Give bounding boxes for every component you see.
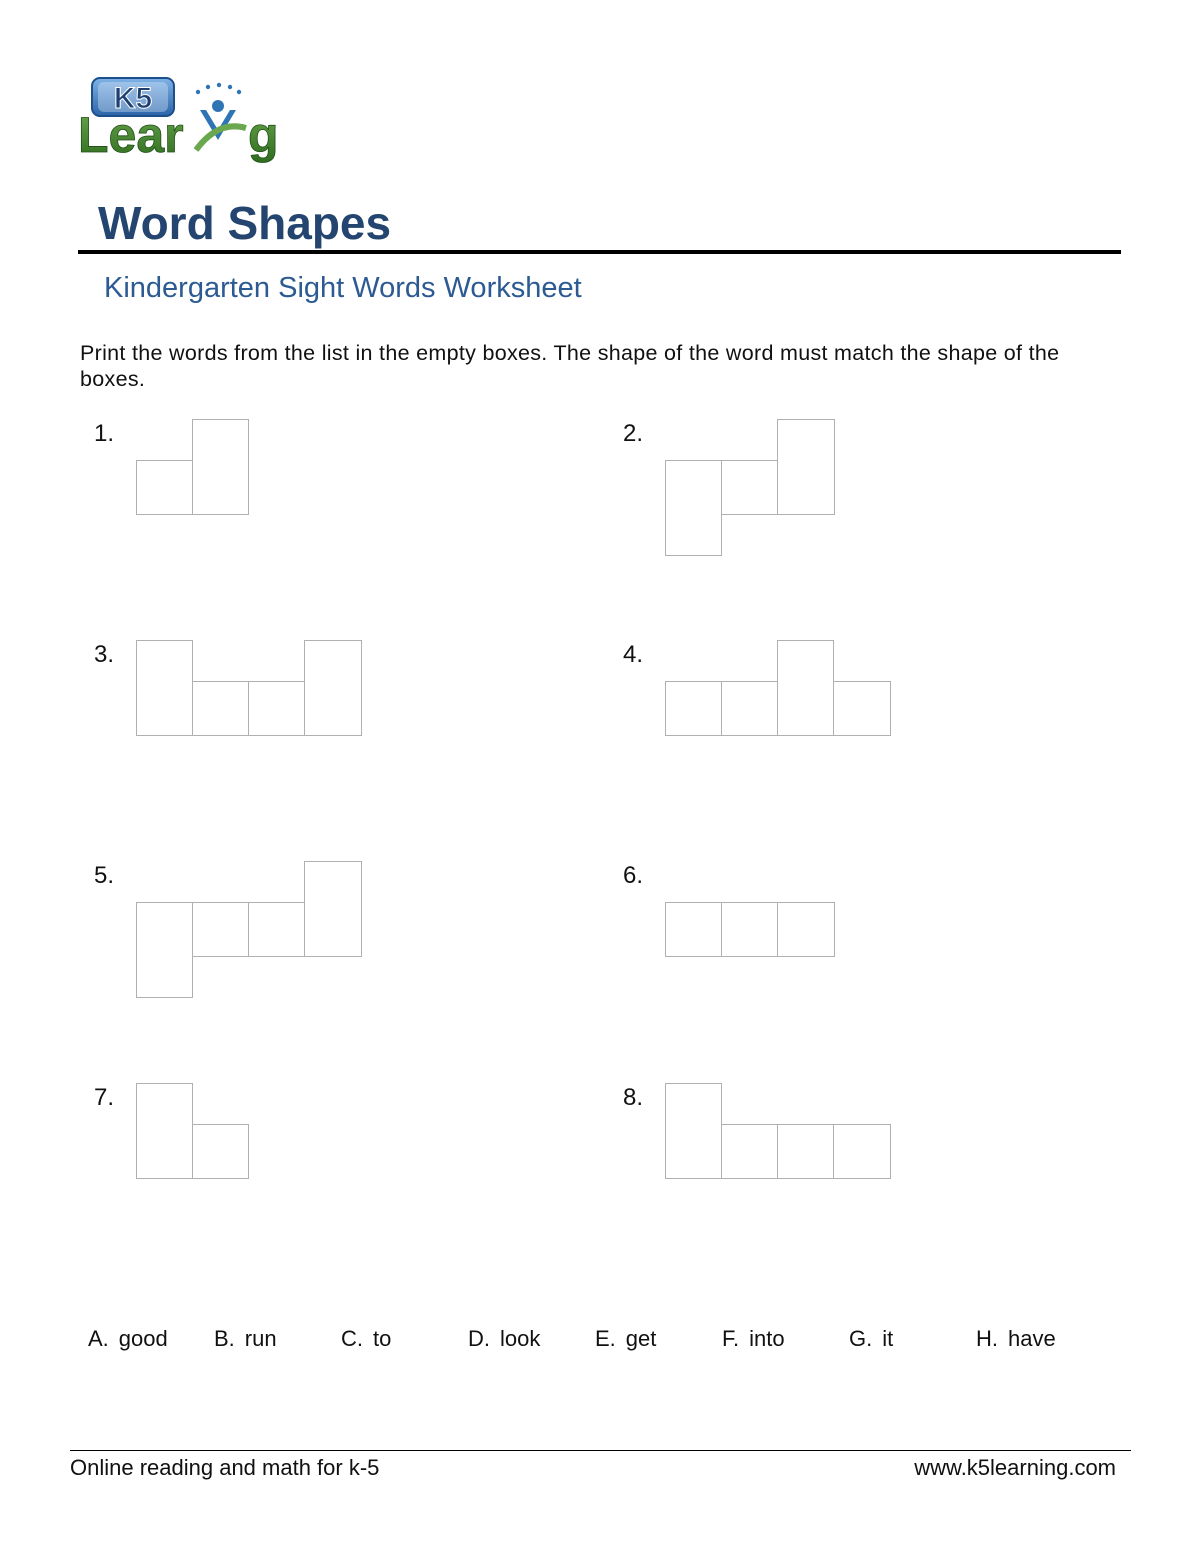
problem-number: 6.	[623, 862, 644, 889]
letter-box[interactable]	[304, 861, 362, 957]
letter-box[interactable]	[833, 681, 891, 736]
option-word: run	[244, 1326, 277, 1351]
letter-box[interactable]	[136, 640, 193, 736]
letter-box[interactable]	[721, 902, 778, 957]
word-list	[0, 1326, 1200, 1356]
option-letter: H.	[976, 1326, 998, 1351]
letter-box[interactable]	[721, 681, 778, 736]
footer-tagline: Online reading and math for k-5	[70, 1455, 380, 1480]
problem-number: 4.	[623, 641, 644, 668]
problem-1	[78, 420, 558, 600]
option-letter: A.	[88, 1326, 109, 1351]
letter-box[interactable]	[248, 681, 305, 736]
letter-box[interactable]	[777, 640, 834, 736]
word-option-c	[341, 1326, 391, 1352]
letter-box[interactable]	[665, 681, 722, 736]
option-word: get	[625, 1326, 657, 1351]
letter-box[interactable]	[665, 902, 722, 957]
option-letter: E.	[595, 1326, 616, 1351]
option-letter: B.	[214, 1326, 235, 1351]
problem-number: 7.	[94, 1084, 115, 1111]
word-option-b	[214, 1326, 277, 1352]
letter-box[interactable]	[192, 419, 249, 515]
problem-number: 2.	[623, 420, 644, 447]
problem-3	[78, 641, 558, 821]
worksheet-title: Word Shapes	[98, 197, 392, 249]
letter-box[interactable]	[136, 460, 193, 515]
letter-box[interactable]	[248, 902, 305, 957]
word-option-g	[849, 1326, 893, 1352]
problem-2	[607, 420, 1087, 600]
letter-box[interactable]	[833, 1124, 891, 1179]
option-word: have	[1008, 1326, 1056, 1351]
problem-6	[607, 862, 1087, 1042]
svg-text:K5: K5	[113, 82, 153, 115]
problem-7	[78, 1084, 558, 1264]
problem-number: 8.	[623, 1084, 644, 1111]
option-word: into	[749, 1326, 785, 1351]
instructions-text: Print the words from the list in the empty boxes. The shape of the word must match the shape of the boxes.	[80, 341, 1060, 391]
logo-wordmark: Lear	[78, 107, 184, 163]
option-letter: G.	[849, 1326, 873, 1351]
word-option-f	[722, 1326, 785, 1352]
option-letter: C.	[341, 1326, 363, 1351]
word-option-d	[468, 1326, 540, 1352]
letter-box[interactable]	[777, 902, 835, 957]
letter-box[interactable]	[721, 460, 778, 515]
letter-box[interactable]	[777, 1124, 834, 1179]
word-option-a	[88, 1326, 168, 1352]
letter-box[interactable]	[192, 1124, 249, 1179]
svg-text:g: g	[248, 107, 279, 163]
word-option-h	[976, 1326, 1056, 1352]
letter-box[interactable]	[192, 902, 249, 957]
option-letter: D.	[468, 1326, 490, 1351]
option-letter: F.	[722, 1326, 740, 1351]
problem-5	[78, 862, 558, 1042]
letter-box[interactable]	[665, 1083, 722, 1179]
footer-website-link[interactable]: www.k5learning.com	[914, 1455, 1116, 1480]
worksheet-subtitle: Kindergarten Sight Words Worksheet	[104, 272, 582, 304]
problem-number: 3.	[94, 641, 115, 668]
letter-box[interactable]	[136, 902, 193, 998]
problem-4	[607, 641, 1087, 821]
title-divider	[78, 250, 1121, 254]
letter-box[interactable]	[192, 681, 249, 736]
problem-number: 1.	[94, 420, 115, 447]
letter-box[interactable]	[665, 460, 722, 556]
letter-box[interactable]	[136, 1083, 193, 1179]
option-word: look	[500, 1326, 541, 1351]
option-word: good	[118, 1326, 168, 1351]
footer-divider	[70, 1450, 1131, 1451]
problem-number: 5.	[94, 862, 115, 889]
k5-learning-logo	[78, 70, 298, 166]
problem-8	[607, 1084, 1087, 1264]
letter-box[interactable]	[777, 419, 835, 515]
word-option-e	[595, 1326, 656, 1352]
option-word: to	[373, 1326, 392, 1351]
letter-box[interactable]	[304, 640, 362, 736]
option-word: it	[882, 1326, 894, 1351]
letter-box[interactable]	[721, 1124, 778, 1179]
